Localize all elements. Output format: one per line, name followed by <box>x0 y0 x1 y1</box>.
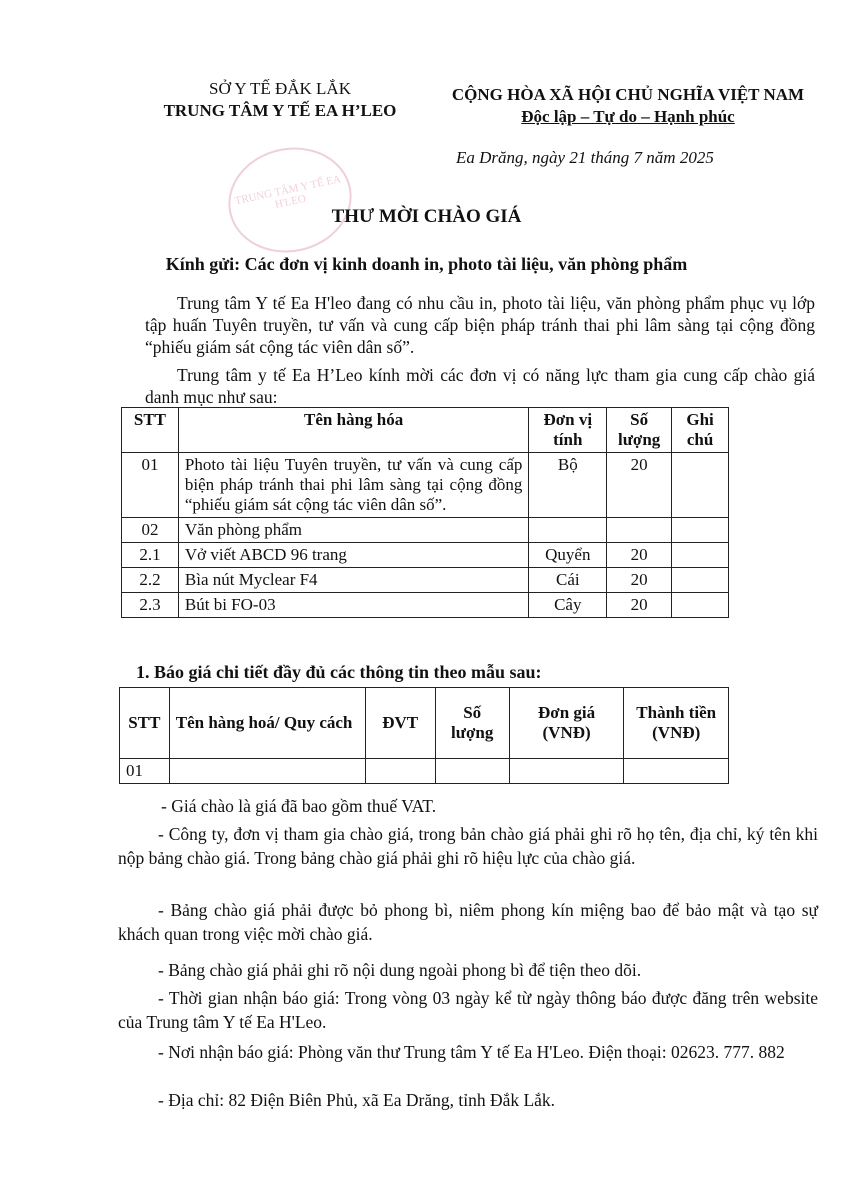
col-header-stt: STT <box>120 688 170 759</box>
table-row <box>122 543 729 568</box>
note-address: - Địa chỉ: 82 Điện Biên Phủ, xã Ea Drăng, tỉnh Đắk Lắk. <box>158 1090 556 1110</box>
cell-note <box>672 593 729 618</box>
issuer-organization: TRUNG TÂM Y TẾ EA H’LEO <box>163 101 397 120</box>
cell-unit-price <box>509 759 624 784</box>
cell-unit: Cái <box>529 568 607 593</box>
table-row <box>120 759 729 784</box>
col-header-note: Ghi chú <box>672 408 729 453</box>
document-title: THƯ MỜI CHÀO GIÁ <box>331 206 522 227</box>
date-line: Ea Drăng, ngày 21 tháng 7 năm 2025 <box>456 148 714 167</box>
issuer-block <box>135 78 425 122</box>
recipient-line: Kính gửi: Các đơn vị kinh doanh in, photo tài liệu, văn phòng phẩm <box>165 254 688 274</box>
col-header-item-spec: Tên hàng hoá/ Quy cách <box>169 688 365 759</box>
cell-item-name: Văn phòng phẩm <box>178 518 529 543</box>
note-receive-time: - Thời gian nhận báo giá: Trong vòng 03 ngày kể từ ngày thông báo được đăng trên website của Trung tâm Y tế Ea H'Leo. <box>118 988 818 1032</box>
table-row <box>122 453 729 518</box>
col-header-unit: ĐVT <box>365 688 435 759</box>
intro-paragraph-2: Trung tâm y tế Ea H’Leo kính mời các đơn vị có năng lực tham gia cung cấp chào giá danh mục như sau: <box>145 365 815 407</box>
cell-unit: Bộ <box>529 453 607 518</box>
cell-quantity: 20 <box>607 453 672 518</box>
cell-quantity <box>435 759 509 784</box>
cell-stt: 01 <box>120 759 170 784</box>
quote-template-table <box>119 687 729 784</box>
table-row <box>122 518 729 543</box>
cell-stt: 01 <box>122 453 179 518</box>
cell-unit <box>365 759 435 784</box>
national-motto: Độc lập – Tự do – Hạnh phúc <box>521 107 735 126</box>
col-header-unit: Đơn vị tính <box>529 408 607 453</box>
cell-unit: Cây <box>529 593 607 618</box>
cell-unit <box>529 518 607 543</box>
cell-stt: 2.1 <box>122 543 179 568</box>
items-table <box>121 407 729 618</box>
table-row <box>122 568 729 593</box>
note-vat: - Giá chào là giá đã bao gồm thuế VAT. <box>161 796 437 816</box>
note-company-requirements: - Công ty, đơn vị tham gia chào giá, trong bản chào giá phải ghi rõ họ tên, địa chỉ, ký tên khi nộp bảng chào giá. Trong bảng chào giá phải ghi rõ hiệu lực của chào giá. <box>118 824 818 868</box>
col-header-stt: STT <box>122 408 179 453</box>
cell-note <box>672 518 729 543</box>
col-header-quantity: Số lượng <box>435 688 509 759</box>
note-envelope-content: - Bảng chào giá phải ghi rõ nội dung ngoài phong bì để tiện theo dõi. <box>158 960 642 980</box>
cell-item-name: Bìa nút Myclear F4 <box>178 568 529 593</box>
section-1-heading: 1. Báo giá chi tiết đầy đủ các thông tin theo mẫu sau: <box>136 662 542 682</box>
cell-item-name: Vở viết ABCD 96 trang <box>178 543 529 568</box>
cell-quantity: 20 <box>607 593 672 618</box>
cell-total <box>624 759 729 784</box>
cell-quantity: 20 <box>607 543 672 568</box>
cell-unit: Quyển <box>529 543 607 568</box>
quote-table-header <box>120 688 729 759</box>
note-receive-place: - Nơi nhận báo giá: Phòng văn thư Trung tâm Y tế Ea H'Leo. Điện thoại: 02623. 777. 882 <box>158 1042 785 1062</box>
intro-paragraph-1: Trung tâm Y tế Ea H'leo đang có nhu cầu in, photo tài liệu, văn phòng phẩm phục vụ lớp tập huấn Tuyên truyền, tư vấn và cung cấp biện pháp tránh thai phi lâm sàng tại cộng đồng “phiếu giám sát cộng tác viên dân số”. <box>145 293 815 357</box>
col-header-quantity: Số lượng <box>607 408 672 453</box>
cell-stt: 2.3 <box>122 593 179 618</box>
cell-item-name: Photo tài liệu Tuyên truyền, tư vấn và cung cấp biện pháp tránh thai phi lâm sàng tại cộng đồng “phiếu giám sát cộng tác viên dân số”. <box>178 453 529 518</box>
cell-item-spec <box>169 759 365 784</box>
faded-stamp <box>219 136 362 264</box>
col-header-total: Thành tiền (VNĐ) <box>624 688 729 759</box>
issuer-department: SỞ Y TẾ ĐẮK LẮK <box>209 79 351 98</box>
cell-item-name: Bút bi FO-03 <box>178 593 529 618</box>
national-title-block <box>428 84 828 128</box>
cell-stt: 2.2 <box>122 568 179 593</box>
stamp-text: TRUNG TÂM Y TẾ EA H'LEO <box>233 173 343 212</box>
note-envelope-seal: - Bảng chào giá phải được bỏ phong bì, niêm phong kín miệng bao để bảo mật và tạo sự khách quan trong việc mời chào giá. <box>118 900 818 944</box>
col-header-unit-price: Đơn giá (VNĐ) <box>509 688 624 759</box>
national-title: CỘNG HÒA XÃ HỘI CHỦ NGHĨA VIỆT NAM <box>451 85 805 104</box>
cell-note <box>672 543 729 568</box>
table-row <box>122 593 729 618</box>
items-table-header <box>122 408 729 453</box>
cell-quantity <box>607 518 672 543</box>
cell-stt: 02 <box>122 518 179 543</box>
cell-note <box>672 568 729 593</box>
cell-note <box>672 453 729 518</box>
col-header-item-name: Tên hàng hóa <box>178 408 529 453</box>
cell-quantity: 20 <box>607 568 672 593</box>
